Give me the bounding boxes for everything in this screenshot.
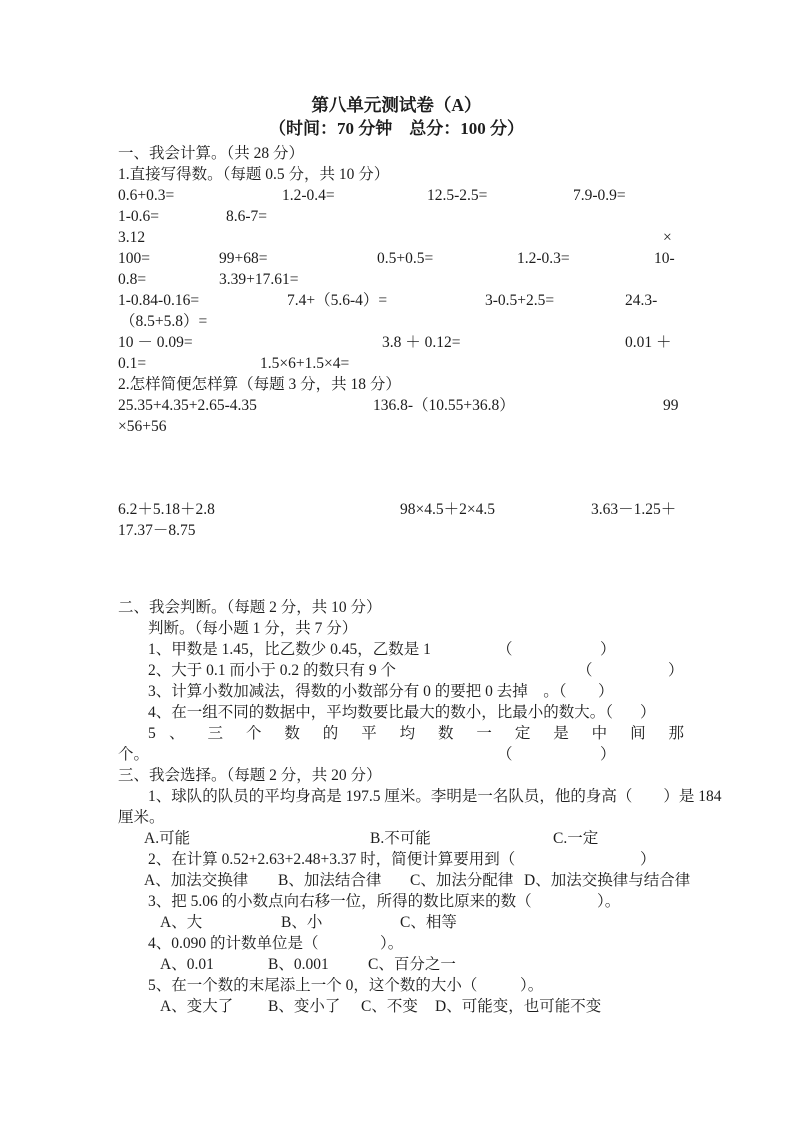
choice-option: A.可能 <box>144 830 191 847</box>
choice-question-text: 4、0.090 的计数单位是（ <box>148 935 319 952</box>
judge-sub-heading-row <box>0 618 793 639</box>
answer-blank-close: ） <box>600 641 616 658</box>
simplify-row-1 <box>0 395 793 416</box>
math-expression: 10- <box>654 250 675 267</box>
simplify-heading-row <box>0 374 793 395</box>
math-expression: 17.37－8.75 <box>118 522 196 539</box>
math-expression: 98×4.5＋2×4.5 <box>400 501 495 518</box>
choice-question-text: 1、球队的队员的平均身高是 197.5 厘米。李明是一名队员，他的身高（ ）是 184 <box>148 788 722 805</box>
answer-blank-close: ） <box>640 704 656 721</box>
direct-row-6 <box>0 290 793 311</box>
simplify-row-4 <box>0 520 793 541</box>
answer-blank-open: （ <box>497 746 513 763</box>
answer-blank-close: ）。 <box>597 893 621 910</box>
multiply-sign: × <box>663 229 672 246</box>
judge-item-text: 1、甲数是 1.45，比乙数少 0.45，乙数是 1 <box>148 641 431 658</box>
choice-q4-options <box>0 954 793 975</box>
simplify-heading: 2.怎样简便怎样算（每题 3 分，共 18 分） <box>118 376 401 393</box>
choice-option: A、加法交换律 <box>144 872 249 889</box>
judge-section-heading-row <box>0 597 793 618</box>
math-expression: ×56+56 <box>118 418 167 435</box>
choice-q4-text-row <box>0 933 793 954</box>
math-expression: 3.39+17.61= <box>219 271 299 288</box>
math-expression: 10 － 0.09= <box>118 334 193 351</box>
math-expression: 99+68= <box>219 250 268 267</box>
math-expression: （8.5+5.8）= <box>120 313 208 330</box>
math-expression: 3.63－1.25＋ <box>591 501 677 518</box>
choice-q2-text-row <box>0 849 793 870</box>
judge-item-text: 3、计算小数加减法，得数的小数部分有 0 的要把 0 去掉 。（ <box>148 683 567 700</box>
answer-blank-open: （ <box>497 641 513 658</box>
math-expression: 25.35+4.35+2.65-4.35 <box>118 397 257 414</box>
choice-option: A、大 <box>160 914 203 931</box>
math-expression: 0.6+0.3= <box>118 187 175 204</box>
choice-option: B、变小了 <box>268 998 341 1015</box>
math-expression: 0.8= <box>118 271 147 288</box>
choice-option: B、0.001 <box>268 956 329 973</box>
choice-option: C、百分之一 <box>368 956 456 973</box>
answer-blank-close: ）。 <box>380 935 404 952</box>
judge-item-5-text: 5 、 三 个 数 的 平 均 数 一 定 是 中 间 那 <box>148 725 684 742</box>
choice-option: B、加法结合律 <box>278 872 382 889</box>
answer-blank-close: ）。 <box>520 977 544 994</box>
page-subtitle: （时间：70 分钟 总分：100 分） <box>269 119 524 138</box>
judge-item-5-wrap <box>0 744 793 765</box>
math-expression: 1-0.6= <box>118 208 160 225</box>
choice-option: C、不变 <box>361 998 418 1015</box>
choice-q1-line2 <box>0 807 793 828</box>
direct-row-4 <box>0 248 793 269</box>
math-expression: 1.5×6+1.5×4= <box>260 355 350 372</box>
judge-item-4 <box>0 702 793 723</box>
judge-item-2 <box>0 660 793 681</box>
judge-item-text: 2、大于 0.1 而小于 0.2 的数只有 9 个 <box>148 662 397 679</box>
direct-write-heading-row <box>0 164 793 185</box>
direct-row-9 <box>0 353 793 374</box>
judge-item-text: 个。 <box>118 746 150 763</box>
math-expression: 1.2-0.3= <box>517 250 570 267</box>
math-expression: 12.5-2.5= <box>427 187 488 204</box>
choice-q2-options <box>0 870 793 891</box>
choice-option: D、可能变，也可能不变 <box>435 998 602 1015</box>
choice-section-heading: 三、我会选择。（每题 2 分，共 20 分） <box>118 767 382 784</box>
page-title: 第八单元测试卷（A） <box>311 95 482 115</box>
direct-row-2 <box>0 206 793 227</box>
simplify-row-2 <box>0 416 793 437</box>
answer-blank-close: ） <box>600 746 616 763</box>
direct-row-7 <box>0 311 793 332</box>
math-expression: 1-0.84-0.16= <box>118 292 200 309</box>
judge-item-3 <box>0 681 793 702</box>
math-expression: 0.1= <box>118 355 147 372</box>
math-expression: 7.9-0.9= <box>573 187 626 204</box>
choice-option: C、相等 <box>400 914 457 931</box>
answer-blank-close: ） <box>598 683 614 700</box>
choice-option: D、加法交换律与结合律 <box>524 872 691 889</box>
math-expression: 3.8 ＋ 0.12= <box>382 334 461 351</box>
choice-q1-line1 <box>0 786 793 807</box>
choice-question-text: 3、把 5.06 的小数点向右移一位，所得的数比原来的数（ <box>148 893 532 910</box>
direct-write-heading: 1.直接写得数。（每题 0.5 分，共 10 分） <box>118 166 390 183</box>
math-expression: 136.8-（10.55+36.8） <box>373 397 515 414</box>
math-expression: 7.4+（5.6-4）= <box>287 292 388 309</box>
direct-row-5 <box>0 269 793 290</box>
choice-question-text: 厘米。 <box>118 809 165 826</box>
math-expression: 3.12 <box>118 229 146 246</box>
choice-option: B.不可能 <box>370 830 431 847</box>
direct-row-3 <box>0 227 793 248</box>
choice-q3-options <box>0 912 793 933</box>
choice-q5-text-row <box>0 975 793 996</box>
math-expression: 1.2-0.4= <box>282 187 335 204</box>
math-expression: 6.2＋5.18＋2.8 <box>118 501 215 518</box>
choice-q1-options <box>0 828 793 849</box>
judge-sub-heading: 判断。（每小题 1 分，共 7 分） <box>148 620 358 637</box>
math-expression: 100= <box>118 250 150 267</box>
judge-item-text: 4、在一组不同的数据中，平均数要比最大的数小，比最小的数大。（ <box>148 704 614 721</box>
answer-blank-close: ） <box>668 662 684 679</box>
calc-section-heading-row <box>0 143 793 164</box>
math-expression: 0.5+0.5= <box>377 250 434 267</box>
choice-q5-options <box>0 996 793 1017</box>
calc-section-heading: 一、我会计算。（共 28 分） <box>118 145 305 162</box>
choice-question-text: 2、在计算 0.52+2.63+2.48+3.37 时，简便计算要用到（ <box>148 851 516 868</box>
judge-item-1 <box>0 639 793 660</box>
math-expression: 0.01 ＋ <box>625 334 672 351</box>
math-expression: 3-0.5+2.5= <box>485 292 555 309</box>
choice-q3-text-row <box>0 891 793 912</box>
choice-option: A、变大了 <box>160 998 234 1015</box>
math-expression: 99 <box>663 397 679 414</box>
choice-option: B、小 <box>281 914 323 931</box>
math-expression: 24.3- <box>625 292 658 309</box>
choice-option: A、0.01 <box>160 956 214 973</box>
choice-option: C、加法分配律 <box>410 872 514 889</box>
math-expression: 8.6-7= <box>226 208 268 225</box>
answer-blank-open: （ <box>577 662 593 679</box>
choice-question-text: 5、在一个数的末尾添上一个 0，这个数的大小（ <box>148 977 478 994</box>
direct-row-8 <box>0 332 793 353</box>
choice-option: C.一定 <box>553 830 599 847</box>
judge-section-heading: 二、我会判断。（每题 2 分，共 10 分） <box>118 599 382 616</box>
answer-blank-close: ） <box>640 851 656 868</box>
direct-row-1 <box>0 185 793 206</box>
simplify-row-3 <box>0 499 793 520</box>
choice-section-heading-row <box>0 765 793 786</box>
